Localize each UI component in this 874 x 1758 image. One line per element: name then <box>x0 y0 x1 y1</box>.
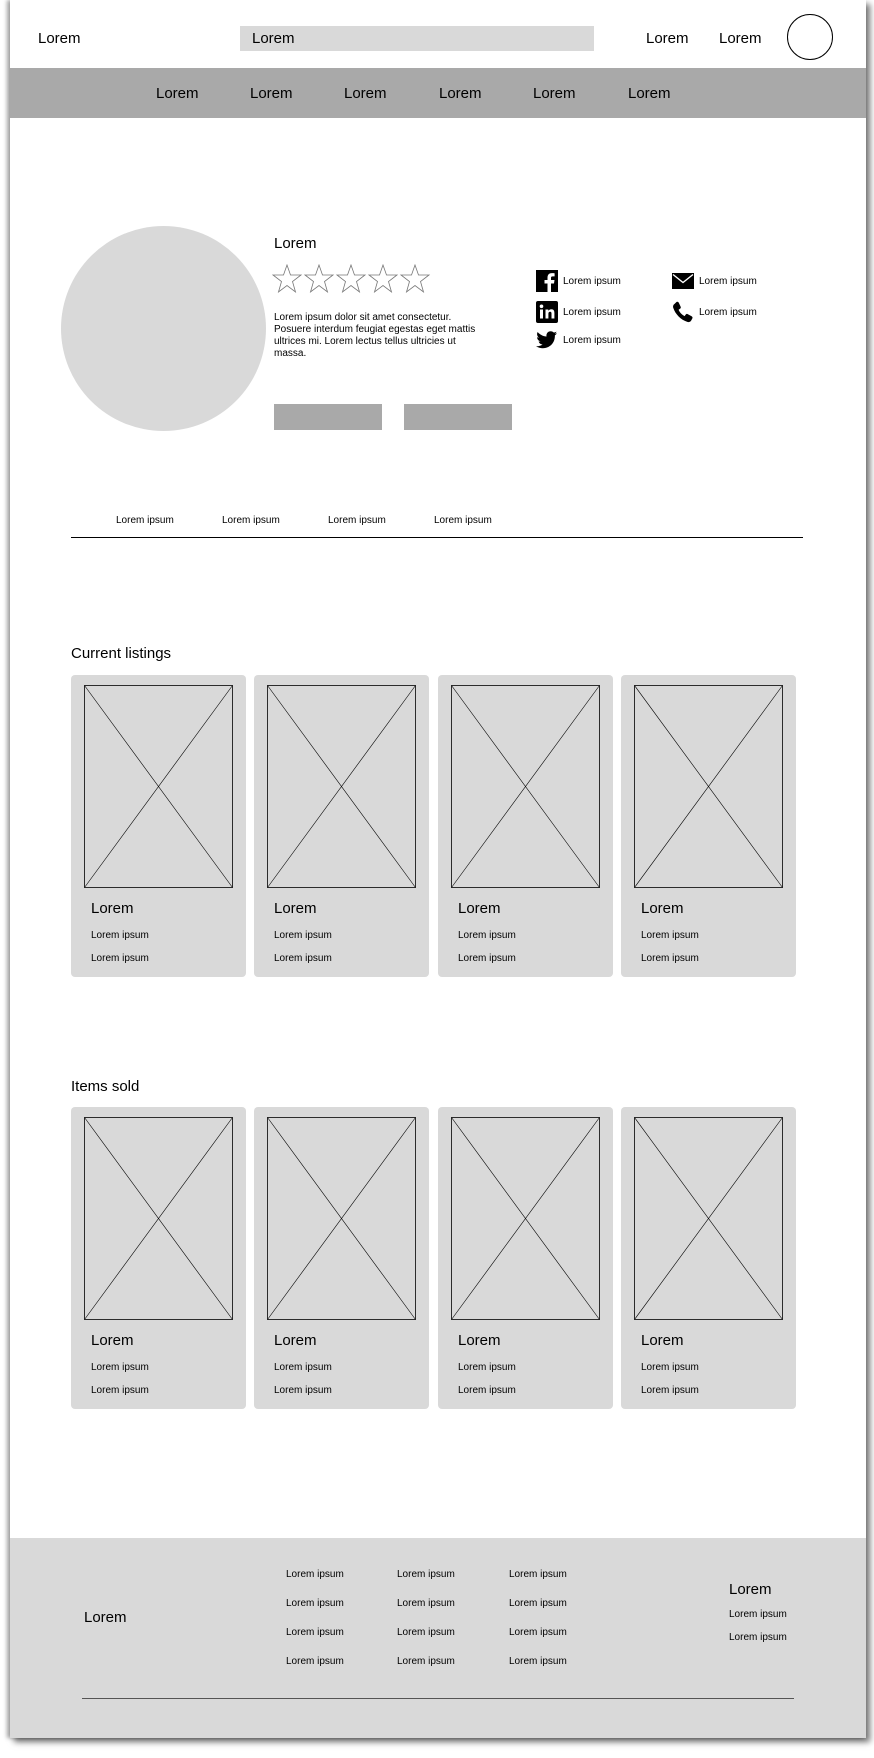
card-line: Lorem ipsum <box>274 1385 332 1396</box>
listing-card[interactable] <box>254 675 429 977</box>
image-placeholder-icon <box>267 685 416 888</box>
card-line: Lorem ipsum <box>458 1385 516 1396</box>
card-line: Lorem ipsum <box>91 1385 149 1396</box>
tab-1[interactable]: Lorem ipsum <box>116 515 174 526</box>
social-label: Lorem ipsum <box>563 334 621 346</box>
header-link-2[interactable]: Lorem <box>719 30 762 47</box>
tab-3[interactable]: Lorem ipsum <box>328 515 386 526</box>
footer-link[interactable]: Lorem ipsum <box>729 1609 787 1620</box>
nav-item-3[interactable]: Lorem <box>344 85 387 102</box>
nav-item-6[interactable]: Lorem <box>628 85 671 102</box>
card-line: Lorem ipsum <box>458 953 516 964</box>
profile-button-2[interactable] <box>404 404 512 430</box>
tab-2[interactable]: Lorem ipsum <box>222 515 280 526</box>
footer-link[interactable]: Lorem ipsum <box>509 1569 567 1580</box>
star-icon <box>337 265 365 292</box>
twitter-icon <box>536 329 558 351</box>
footer-right-title: Lorem <box>729 1581 772 1598</box>
footer-link[interactable]: Lorem ipsum <box>729 1632 787 1643</box>
footer-link[interactable]: Lorem ipsum <box>509 1656 567 1667</box>
social-phone[interactable] <box>672 301 757 323</box>
card-line: Lorem ipsum <box>91 930 149 941</box>
sold-card[interactable] <box>71 1107 246 1409</box>
footer <box>10 1538 866 1738</box>
items-sold-title: Items sold <box>71 1078 140 1095</box>
linkedin-icon <box>536 301 558 323</box>
main-nav <box>10 68 866 118</box>
card-line: Lorem ipsum <box>641 1385 699 1396</box>
card-line: Lorem ipsum <box>91 1362 149 1373</box>
footer-link[interactable]: Lorem ipsum <box>397 1598 455 1609</box>
search-input[interactable] <box>240 26 594 51</box>
image-placeholder-icon <box>84 1117 233 1320</box>
listing-card[interactable] <box>71 675 246 977</box>
card-line: Lorem ipsum <box>458 1362 516 1373</box>
nav-item-2[interactable]: Lorem <box>250 85 293 102</box>
card-title: Lorem <box>458 1332 501 1349</box>
footer-link[interactable]: Lorem ipsum <box>509 1598 567 1609</box>
nav-item-4[interactable]: Lorem <box>439 85 482 102</box>
card-line: Lorem ipsum <box>274 1362 332 1373</box>
listing-card[interactable] <box>438 675 613 977</box>
nav-item-1[interactable]: Lorem <box>156 85 199 102</box>
site-logo[interactable]: Lorem <box>38 30 81 47</box>
card-line: Lorem ipsum <box>641 953 699 964</box>
card-title: Lorem <box>274 1332 317 1349</box>
footer-link[interactable]: Lorem ipsum <box>509 1627 567 1638</box>
footer-divider <box>82 1698 794 1699</box>
card-line: Lorem ipsum <box>458 930 516 941</box>
card-title: Lorem <box>641 1332 684 1349</box>
phone-icon <box>672 301 694 323</box>
star-icon <box>273 265 301 292</box>
image-placeholder-icon <box>634 1117 783 1320</box>
social-linkedin[interactable] <box>536 301 621 323</box>
footer-link[interactable]: Lorem ipsum <box>397 1656 455 1667</box>
profile-button-1[interactable] <box>274 404 382 430</box>
card-title: Lorem <box>458 900 501 917</box>
card-line: Lorem ipsum <box>641 930 699 941</box>
mail-icon <box>672 270 694 292</box>
header-link-1[interactable]: Lorem <box>646 30 689 47</box>
profile-photo <box>61 226 266 431</box>
footer-link[interactable]: Lorem ipsum <box>397 1569 455 1580</box>
card-title: Lorem <box>91 900 134 917</box>
social-facebook[interactable] <box>536 270 621 292</box>
card-line: Lorem ipsum <box>91 953 149 964</box>
card-line: Lorem ipsum <box>274 930 332 941</box>
social-label: Lorem ipsum <box>563 275 621 287</box>
card-title: Lorem <box>91 1332 134 1349</box>
social-label: Lorem ipsum <box>563 306 621 318</box>
footer-link[interactable]: Lorem ipsum <box>397 1627 455 1638</box>
user-avatar[interactable] <box>787 14 833 60</box>
image-placeholder-icon <box>634 685 783 888</box>
sold-card[interactable] <box>621 1107 796 1409</box>
footer-link[interactable]: Lorem ipsum <box>286 1598 344 1609</box>
nav-item-5[interactable]: Lorem <box>533 85 576 102</box>
social-email[interactable] <box>672 270 757 292</box>
current-listings-title: Current listings <box>71 645 172 662</box>
tab-4[interactable]: Lorem ipsum <box>434 515 492 526</box>
card-title: Lorem <box>641 900 684 917</box>
facebook-icon <box>536 270 558 292</box>
listing-card[interactable] <box>621 675 796 977</box>
star-icon <box>305 265 333 292</box>
card-line: Lorem ipsum <box>641 1362 699 1373</box>
star-rating[interactable] <box>272 264 442 296</box>
star-icon <box>401 265 429 292</box>
footer-logo[interactable]: Lorem <box>84 1609 127 1626</box>
sold-card[interactable] <box>438 1107 613 1409</box>
footer-link[interactable]: Lorem ipsum <box>286 1627 344 1638</box>
image-placeholder-icon <box>451 1117 600 1320</box>
card-line: Lorem ipsum <box>274 953 332 964</box>
social-label: Lorem ipsum <box>699 275 757 287</box>
tab-divider <box>71 537 803 538</box>
card-title: Lorem <box>274 900 317 917</box>
image-placeholder-icon <box>267 1117 416 1320</box>
profile-description: Lorem ipsum dolor sit amet consectetur. Posuere interdum feugiat egestas eget mattis ultrices mi. Lorem lectus tellus ultricies ut massa. <box>274 312 476 359</box>
social-twitter[interactable] <box>536 329 621 351</box>
footer-link[interactable]: Lorem ipsum <box>286 1656 344 1667</box>
profile-name: Lorem <box>274 235 317 252</box>
footer-link[interactable]: Lorem ipsum <box>286 1569 344 1580</box>
image-placeholder-icon <box>84 685 233 888</box>
social-label: Lorem ipsum <box>699 306 757 318</box>
star-icon <box>369 265 397 292</box>
image-placeholder-icon <box>451 685 600 888</box>
page-frame <box>10 0 866 1738</box>
sold-card[interactable] <box>254 1107 429 1409</box>
